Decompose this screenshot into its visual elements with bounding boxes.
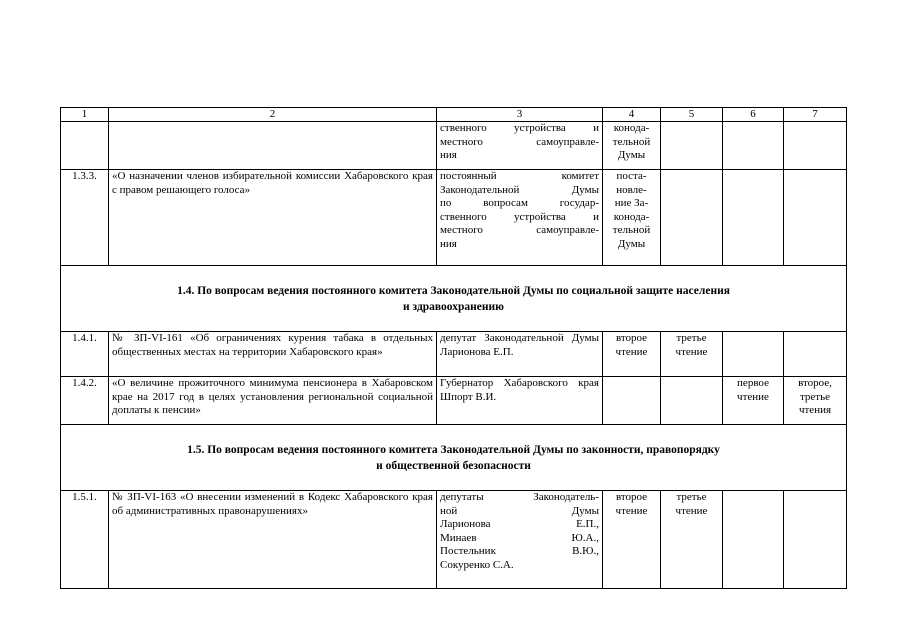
cont-initiator-cell [437,122,603,170]
initiator-line [440,224,599,238]
section-heading-line: и здравоохранению [403,300,504,313]
word: ственного [440,210,487,223]
cont-initiator-line: ния [440,149,457,161]
word: по [440,197,452,209]
initiator-word: Законодатель- [533,491,599,503]
row-col6: первое чтение [723,377,784,425]
row-col5: третье чтение [661,332,723,377]
row-col7 [784,170,847,266]
row-initiator [437,170,603,266]
word: и [593,122,599,134]
row-title: «О величине прожиточного минимума пенсионера в Хабаровском крае на 2017 год в целях установления региональной социальной доплаты к пенсии» [109,377,437,425]
agenda-table [60,107,847,589]
initiator-line [440,170,599,184]
initiator-word: Ю.А., [571,531,599,544]
row-stage [603,170,661,266]
word: государ- [559,197,599,209]
header-cell-3: 3 [437,108,603,122]
initiator-line [440,211,599,225]
word: постоянный [440,170,497,182]
cont-stage-line: тельной [612,135,651,148]
word: и [593,210,599,223]
row-stage: второе чтение [603,332,661,377]
cont-stage-cell [603,122,661,170]
word: местного [440,224,483,236]
initiator-word: депутаты [440,491,484,503]
stage-line: конода- [613,210,650,223]
initiator-word: ной [440,504,458,517]
word: вопросам [483,197,528,209]
initiator-word: Сокуренко С.А. [440,558,514,571]
continuation-row [61,122,847,170]
word: местного [440,135,483,148]
section-heading-line: и общественной безопасности [376,459,531,472]
row-stage: второе чтение [603,491,661,589]
word: ственного [440,122,487,134]
header-cell-7: 7 [784,108,847,122]
word: самоуправле- [536,135,599,148]
initiator-word: Постельник [440,545,496,557]
table-row [61,377,847,425]
row-col5 [661,170,723,266]
section-heading-row [61,266,847,332]
section-heading-row [61,425,847,491]
row-col5 [661,377,723,425]
row-number: 1.5.1. [61,491,109,589]
row-initiator: депутат Законодательной Думы Ларионова Е.П. [437,332,603,377]
row-col5: третье чтение [661,491,723,589]
section-heading [61,266,847,332]
cont-col6-cell [723,122,784,170]
header-row [61,108,847,122]
initiator-line [440,559,599,573]
row-col7 [784,332,847,377]
initiator-line: ния [440,237,457,250]
cont-stage-line: Думы [617,149,646,161]
initiator-line [440,184,599,198]
initiator-word: Думы [571,504,599,517]
cont-col7-cell [784,122,847,170]
table-row [61,332,847,377]
row-stage [603,377,661,425]
row-title: «О назначении членов избирательной комиссии Хабаровского края с правом решающего голоса» [109,170,437,266]
row-col7: второе, третье чтения [784,377,847,425]
initiator-word: В.Ю., [572,545,599,557]
row-title: № ЗП-VI-163 «О внесении изменений в Кодекс Хабаровского края об административных правонарушениях» [109,491,437,589]
table-row [61,491,847,589]
word: устройства [513,210,566,223]
cont-num-cell [61,122,109,170]
initiator-line [440,505,599,519]
row-col6 [723,332,784,377]
stage-line: ние За- [614,197,649,209]
row-col6 [723,491,784,589]
row-initiator: Губернатор Хабаровского края Шпорт В.И. [437,377,603,425]
row-initiator [437,491,603,589]
section-heading-line: 1.5. По вопросам ведения постоянного комитета Законодательной Думы по законности, правопорядку [187,443,720,456]
row-number: 1.4.1. [61,332,109,377]
header-cell-1: 1 [61,108,109,122]
stage-line: тельной [612,224,651,236]
section-heading-line: 1.4. По вопросам ведения постоянного комитета Законодательной Думы по социальной защите населения [177,284,730,297]
cont-initiator-line [440,122,599,136]
cont-col5-cell [661,122,723,170]
header-cell-2: 2 [109,108,437,122]
initiator-line [440,545,599,559]
row-title: № ЗП-VI-161 «Об ограничениях курения табака в отдельных общественных местах на территории Хабаровского края» [109,332,437,377]
header-cell-5: 5 [661,108,723,122]
row-number: 1.4.2. [61,377,109,425]
cont-stage-line: конода- [613,122,650,134]
word: устройства [513,122,566,134]
table-row [61,170,847,266]
word: Думы [571,183,599,196]
row-col7 [784,491,847,589]
header-cell-6: 6 [723,108,784,122]
stage-line: новле- [616,183,647,196]
initiator-line [440,197,599,211]
initiator-word: Е.П., [576,518,599,530]
header-cell-4: 4 [603,108,661,122]
stage-line: поста- [616,170,647,182]
cont-title-cell [109,122,437,170]
initiator-line [440,491,599,505]
row-number: 1.3.3. [61,170,109,266]
word: Законодательной [440,183,520,196]
initiator-line [440,532,599,546]
initiator-word: Ларионова [440,518,491,530]
word: комитет [561,170,599,182]
word: самоуправле- [536,224,599,236]
initiator-word: Минаев [440,531,477,544]
row-col6 [723,170,784,266]
stage-line: Думы [617,237,646,250]
initiator-line [440,518,599,532]
cont-initiator-line [440,136,599,150]
section-heading [61,425,847,491]
